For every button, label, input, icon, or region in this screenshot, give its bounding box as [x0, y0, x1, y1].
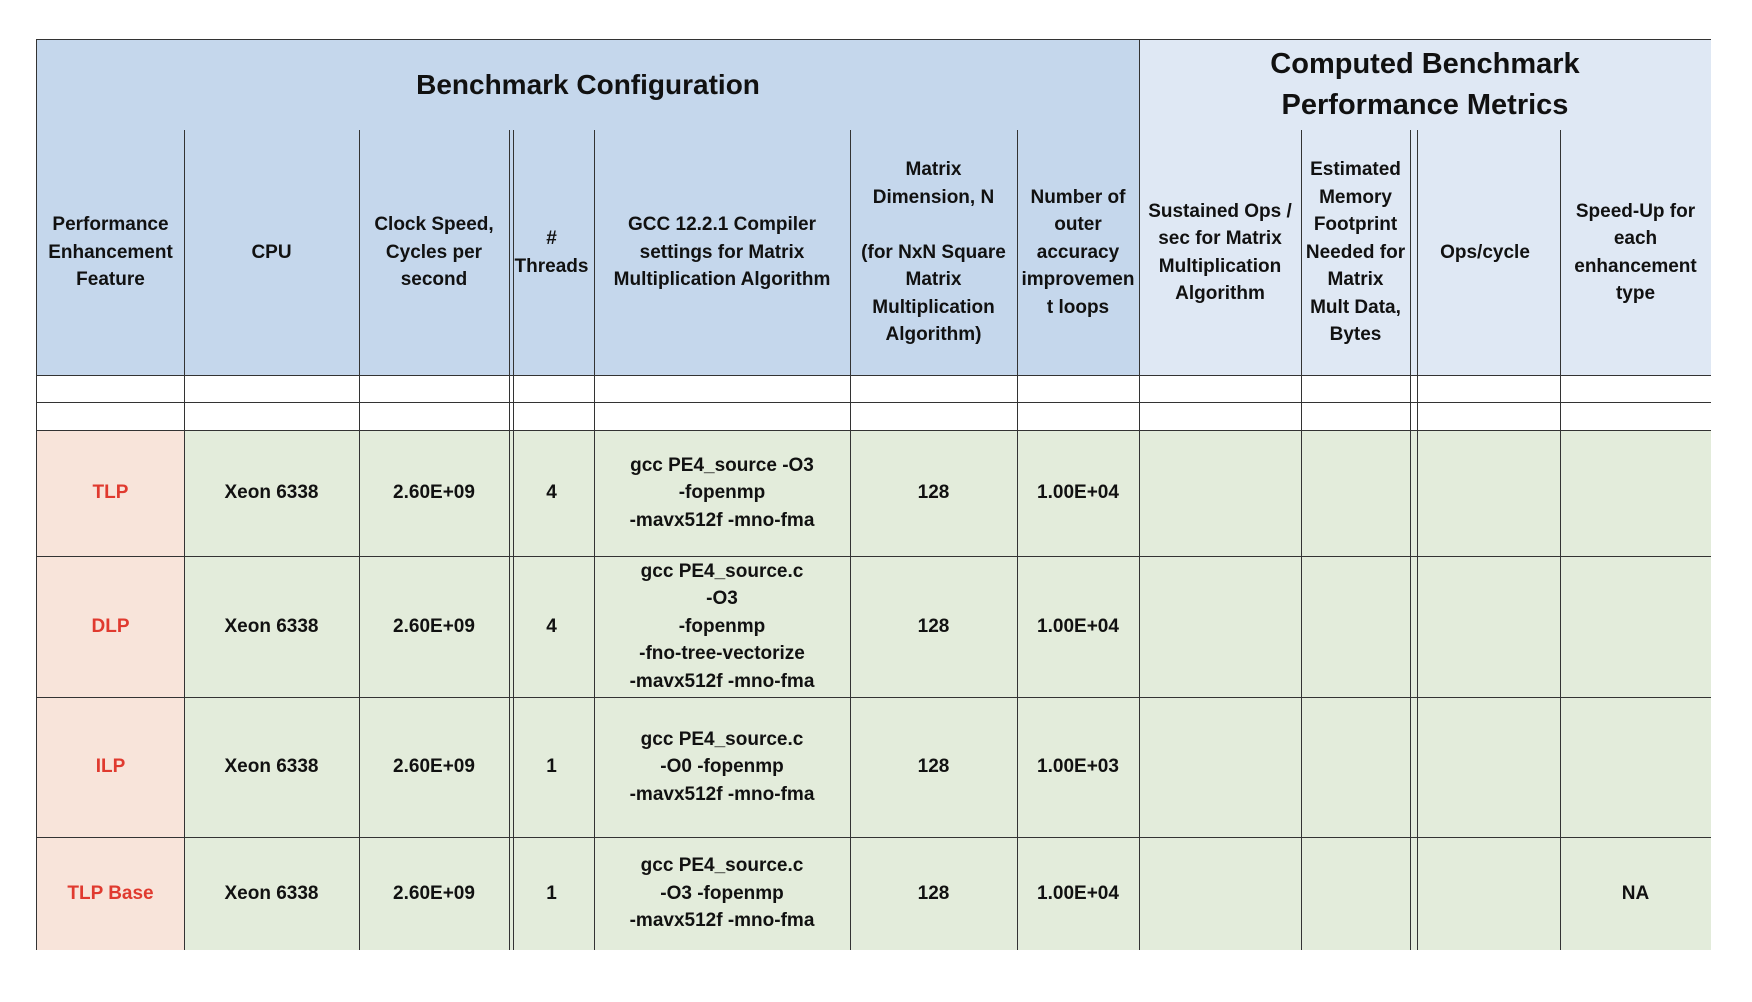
- row-4-speedup: NA: [1621, 882, 1650, 904]
- grid-line: [37, 556, 1711, 557]
- row-1-threads: 4: [546, 482, 557, 504]
- grid-line: [37, 697, 1711, 698]
- row-2-matrix-n: 128: [917, 615, 950, 637]
- row-1-gcc: gcc PE4_source -O3 -fopenmp -mavx512f -mno-fma: [629, 454, 815, 531]
- row-4-matrix-n: 128: [917, 882, 950, 904]
- row-4-cpu: Xeon 6338: [224, 882, 319, 904]
- col-header-memory: Estimated Memory Footprint Needed for Matrix Mult Data, Bytes: [1301, 130, 1410, 375]
- grid-line: [37, 430, 1711, 431]
- col-header-feature: Performance Enhancement Feature: [37, 130, 184, 375]
- row-4-loops: 1.00E+04: [1037, 882, 1119, 904]
- row-2-speedup: [1560, 556, 1711, 697]
- grid-line: [1301, 130, 1302, 950]
- row-3-feature: ILP: [37, 697, 184, 837]
- row-1-cpu: Xeon 6338: [224, 482, 319, 504]
- row-1-speedup: [1560, 430, 1711, 556]
- grid-line: [1417, 130, 1418, 950]
- row-1-feature: TLP: [37, 430, 184, 556]
- row-2-loops: 1.00E+04: [1037, 615, 1119, 637]
- config-section-title: Benchmark Configuration: [37, 40, 1139, 130]
- grid-line: [37, 837, 1711, 838]
- row-4-gcc: gcc PE4_source.c -O3 -fopenmp -mavx512f -mno-fma: [629, 855, 815, 932]
- col-header-speedup: Speed-Up for each enhancement type: [1560, 130, 1711, 375]
- col-header-ops-cycle: Ops/cycle: [1410, 130, 1560, 375]
- grid-line: [1017, 130, 1018, 950]
- grid-line: [37, 375, 1711, 376]
- grid-line: [1139, 40, 1140, 950]
- benchmark-table: [36, 39, 1711, 950]
- row-3-loops: 1.00E+03: [1037, 756, 1119, 778]
- grid-line: [184, 130, 185, 950]
- col-header-clock: Clock Speed, Cycles per second: [359, 130, 509, 375]
- row-3-gcc: gcc PE4_source.c -O0 -fopenmp -mavx512f -mno-fma: [629, 728, 815, 805]
- row-3-threads: 1: [546, 756, 557, 778]
- grid-line: [1560, 130, 1561, 950]
- row-2-gcc: gcc PE4_source.c -O3 -fopenmp -fno-tree-vectorize -mavx512f -mno-fma: [629, 560, 815, 692]
- row-2-clock: 2.60E+09: [393, 615, 475, 637]
- row-4-feature: TLP Base: [37, 837, 184, 950]
- col-header-matrix-n: Matrix Dimension, N (for NxN Square Matrix Multiplication Algorithm): [850, 130, 1017, 375]
- col-header-loops: Number of outer accuracy improvemen t loops: [1017, 130, 1139, 375]
- row-2-threads: 4: [546, 615, 557, 637]
- row-2-cpu: Xeon 6338: [224, 615, 319, 637]
- grid-line: [513, 130, 514, 950]
- row-3-matrix-n: 128: [917, 756, 950, 778]
- row-1-loops: 1.00E+04: [1037, 482, 1119, 504]
- row-3-speedup: [1560, 697, 1711, 837]
- grid-line: [359, 130, 360, 950]
- row-1-matrix-n: 128: [917, 482, 950, 504]
- grid-line: [509, 130, 510, 950]
- col-header-ops-sec: Sustained Ops / sec for Matrix Multiplication Algorithm: [1139, 130, 1301, 375]
- grid-line: [594, 130, 595, 950]
- row-1-clock: 2.60E+09: [393, 482, 475, 504]
- col-header-threads: # Threads: [509, 130, 594, 375]
- metrics-section-title: Computed Benchmark Performance Metrics: [1139, 40, 1711, 130]
- col-header-gcc: GCC 12.2.1 Compiler settings for Matrix Multiplication Algorithm: [594, 130, 850, 375]
- grid-line: [37, 402, 1711, 403]
- row-4-threads: 1: [546, 882, 557, 904]
- grid-line: [1410, 130, 1411, 950]
- grid-line: [850, 130, 851, 950]
- row-3-clock: 2.60E+09: [393, 756, 475, 778]
- row-3-cpu: Xeon 6338: [224, 756, 319, 778]
- row-4-clock: 2.60E+09: [393, 882, 475, 904]
- col-header-cpu: CPU: [184, 130, 359, 375]
- row-2-feature: DLP: [37, 556, 184, 697]
